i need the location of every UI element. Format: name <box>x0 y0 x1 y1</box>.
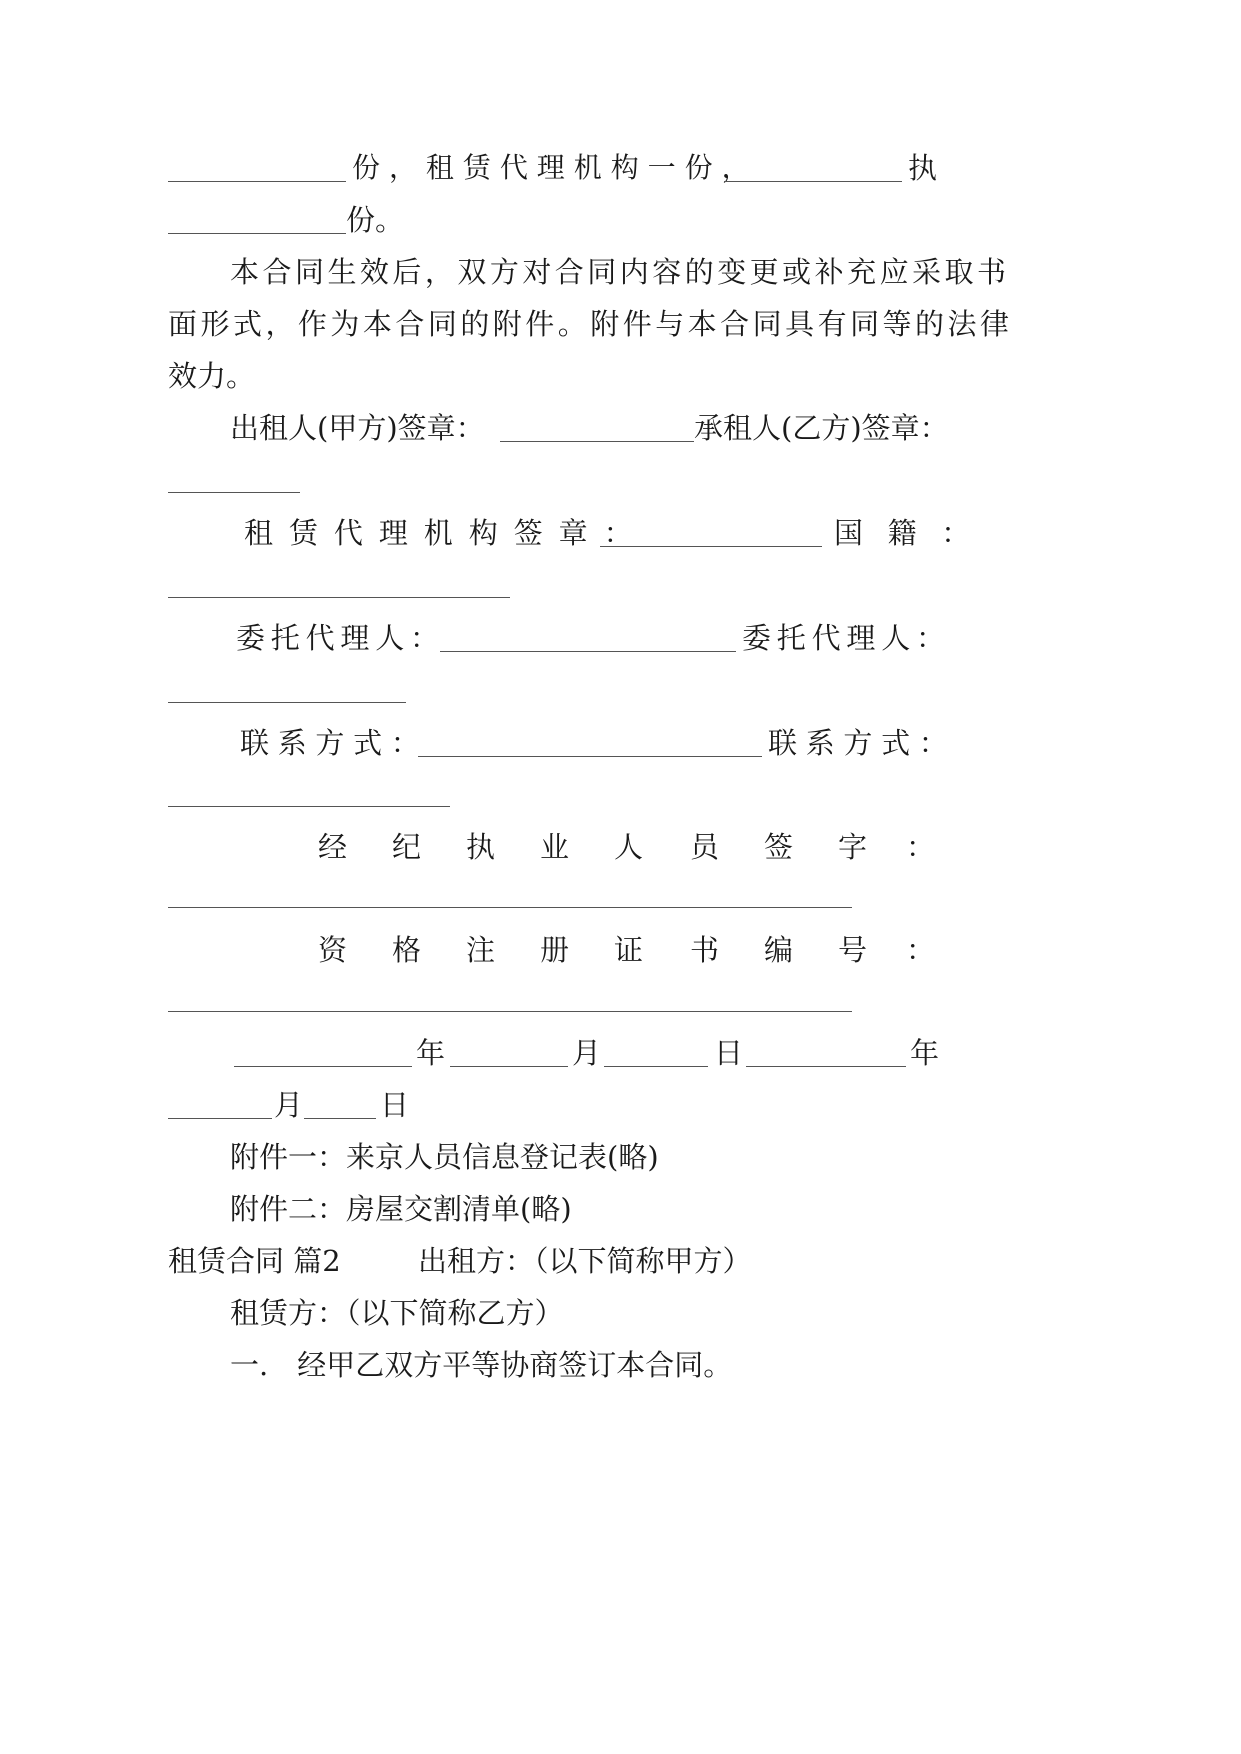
broker-char: ： <box>906 830 936 864</box>
broker-char: 签 <box>764 830 794 864</box>
agent-label-1: 委托代理人： <box>236 621 445 655</box>
blank-line <box>168 1118 272 1119</box>
blank-line <box>450 1066 568 1067</box>
blank-line <box>724 181 902 182</box>
nationality-label: 国籍： <box>834 516 995 550</box>
blank-line <box>168 233 346 234</box>
copies-text: 份，租赁代理机构一份， <box>352 151 759 184</box>
cert-char: 书 <box>690 933 720 967</box>
broker-char: 纪 <box>392 830 422 864</box>
copies-text-2: 份。 <box>346 203 405 237</box>
month-label: 月 <box>274 1088 304 1122</box>
day-label: 日 <box>714 1036 744 1070</box>
blank-line <box>600 546 822 547</box>
blank-line <box>168 1011 852 1012</box>
broker-char: 字 <box>838 830 868 864</box>
blank-line <box>500 441 694 442</box>
contract2-title: 租赁合同 篇2 <box>168 1244 341 1278</box>
cert-char: 证 <box>614 933 644 967</box>
blank-line <box>168 702 406 703</box>
blank-line <box>168 492 300 493</box>
blank-line <box>746 1066 906 1067</box>
paragraph-line: 效力。 <box>168 359 256 393</box>
cert-char: 册 <box>540 933 570 967</box>
contract2-clause-1: 一. 经甲乙双方平等协商签订本合同。 <box>230 1348 733 1382</box>
blank-line <box>234 1066 412 1067</box>
cert-char: 资 <box>318 933 348 967</box>
agency-sign-label: 租赁代理机构签章： <box>244 516 649 550</box>
year-label: 年 <box>416 1036 446 1070</box>
lessee-sign-label: 承租人(乙方)签章： <box>694 411 949 445</box>
contact-label-1: 联系方式： <box>240 726 429 760</box>
broker-char: 业 <box>540 830 570 864</box>
cert-char: 注 <box>466 933 496 967</box>
copies-end-text: 执 <box>908 151 938 185</box>
blank-line <box>168 907 852 908</box>
blank-line <box>440 651 736 652</box>
blank-line <box>168 597 510 598</box>
contact-label-2: 联系方式： <box>768 726 957 760</box>
blank-line <box>418 756 762 757</box>
broker-char: 员 <box>690 830 720 864</box>
broker-char: 人 <box>614 830 644 864</box>
month-label: 月 <box>572 1036 602 1070</box>
blank-line <box>604 1066 708 1067</box>
broker-char: 执 <box>466 830 496 864</box>
paragraph-line: 本合同生效后，双方对合同内容的变更或补充应采取书 <box>230 255 1010 289</box>
paragraph-line: 面形式，作为本合同的附件。附件与本合同具有同等的法律 <box>168 307 1013 341</box>
agent-label-2: 委托代理人： <box>742 621 951 655</box>
contract2-lessor: 出租方：（以下简称甲方） <box>418 1244 752 1278</box>
blank-line <box>168 806 450 807</box>
cert-char: ： <box>906 933 936 967</box>
attachment-2: 附件二：房屋交割清单(略) <box>230 1192 572 1226</box>
cert-char: 格 <box>392 933 422 967</box>
cert-char: 号 <box>838 933 868 967</box>
blank-line <box>168 181 346 182</box>
day-label: 日 <box>380 1088 410 1122</box>
attachment-1: 附件一：来京人员信息登记表(略) <box>230 1140 659 1174</box>
cert-char: 编 <box>764 933 794 967</box>
blank-line <box>304 1118 376 1119</box>
broker-char: 经 <box>318 830 348 864</box>
contract2-lessee: 租赁方：（以下简称乙方） <box>230 1296 564 1330</box>
year-label: 年 <box>910 1036 940 1070</box>
lessor-sign-label: 出租人(甲方)签章： <box>230 411 485 445</box>
